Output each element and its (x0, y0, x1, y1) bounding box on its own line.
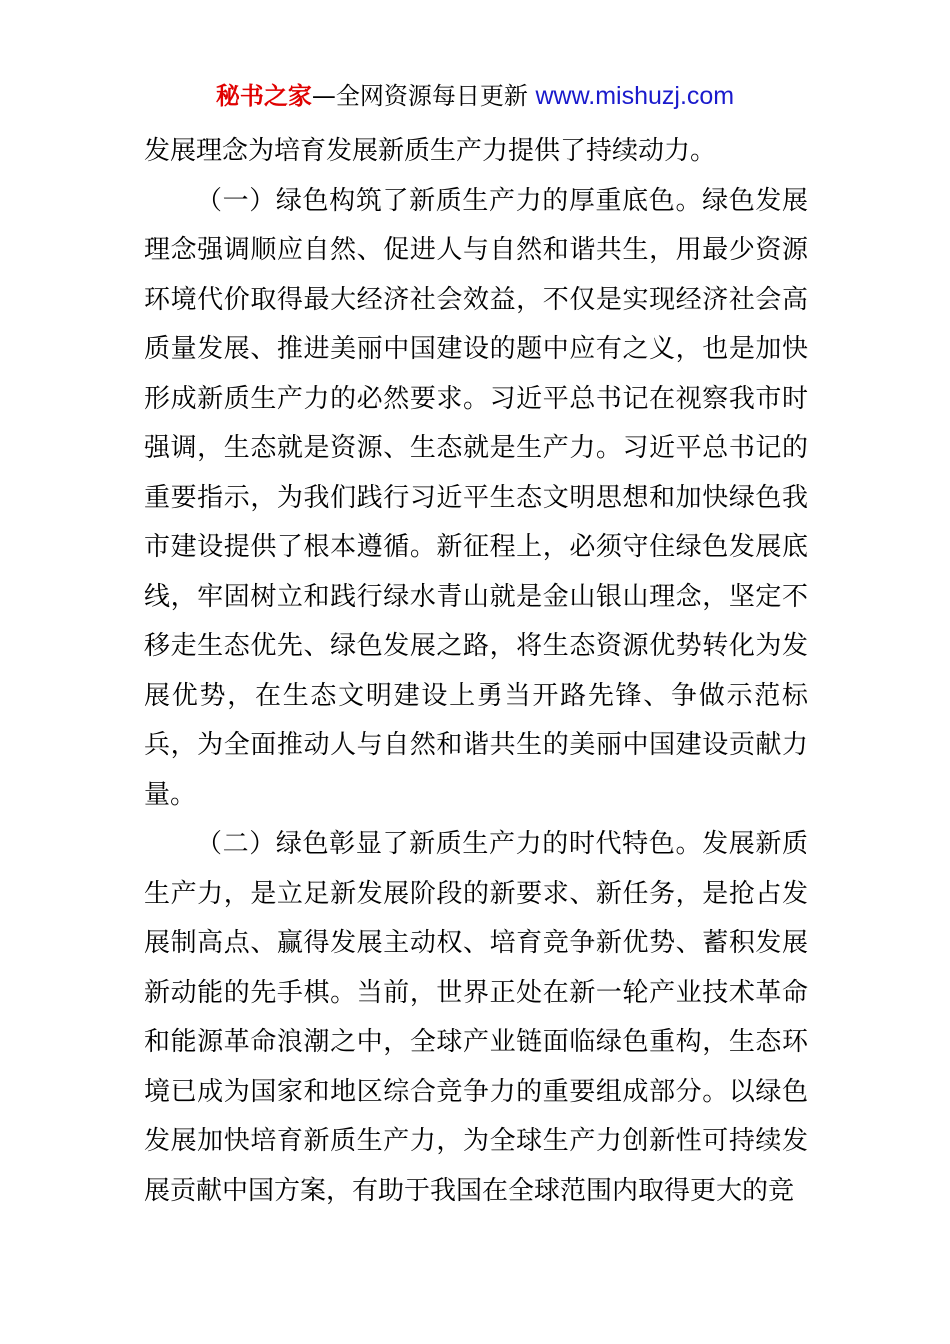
document-body (144, 127, 808, 1216)
paragraph-section-one: （一）绿色构筑了新质生产力的厚重底色。绿色发展理念强调顺应自然、促进人与自然和谐共生，用最少资源环境代价取得最大经济社会效益，不仅是实现经济社会高质量发展、推进美丽中国建设的题中应有之义，也是加快形成新质生产力的必然要求。习近平总书记在视察我市时强调，生态就是资源、生态就是生产力。习近平总书记的重要指示，为我们践行习近平生态文明思想和加快绿色我市建设提供了根本遵循。新征程上，必须守住绿色发展底线，牢固树立和践行绿水青山就是金山银山理念，坚定不移走生态优先、绿色发展之路，将生态资源优势转化为发展优势，在生态文明建设上勇当开路先锋、争做示范标兵，为全面推动人与自然和谐共生的美丽中国建设贡献力量。 (144, 185, 808, 810)
paragraph-continuation: 发展理念为培育发展新质生产力提供了持续动力。 (144, 136, 717, 166)
site-url-link[interactable]: www.mishuzj.com (535, 82, 735, 110)
site-tagline: —全网资源每日更新 (311, 82, 528, 110)
site-brand: 秘书之家 (215, 82, 312, 110)
site-header (0, 80, 950, 112)
paragraph-section-two: （二）绿色彰显了新质生产力的时代特色。发展新质生产力，是立足新发展阶段的新要求、新任务，是抢占发展制高点、赢得发展主动权、培育竞争新优势、蓄积发展新动能的先手棋。当前，世界正处在新一轮产业技术革命和能源革命浪潮之中，全球产业链面临绿色重构，生态环境已成为国家和地区综合竞争力的重要组成部分。以绿色发展加快培育新质生产力，为全球生产力创新性可持续发展贡献中国方案，有助于我国在全球范围内取得更大的竞 (144, 829, 808, 1206)
